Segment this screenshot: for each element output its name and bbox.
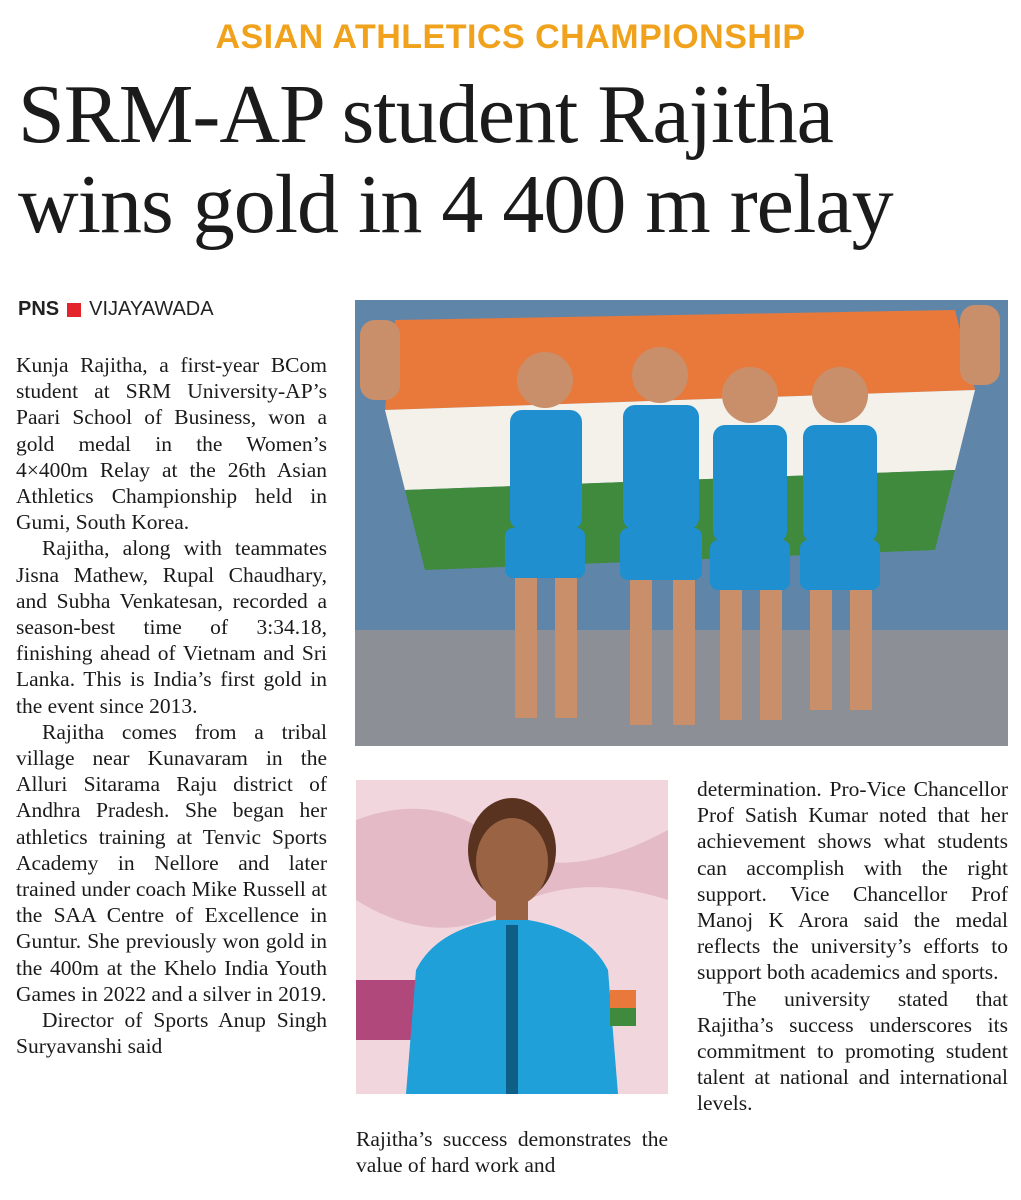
headline-line-2: wins gold in 4 400 m relay xyxy=(18,158,893,251)
rajitha-portrait-photo xyxy=(356,780,668,1094)
article-column-1 xyxy=(16,352,327,1059)
headline xyxy=(18,70,1018,250)
byline-separator-square xyxy=(67,303,81,317)
paragraph: Kunja Rajitha, a first-year BCom student at SRM University-AP’s Paari School of Business, won a gold medal in the Women’s 4×400m Relay at the 26th Asian Athletics Championship held in Gumi, South Korea. xyxy=(16,353,327,535)
paragraph: Director of Sports Anup Singh Suryavanshi said xyxy=(16,1008,327,1059)
byline-agency: PNS xyxy=(18,298,60,320)
byline xyxy=(18,298,214,321)
paragraph: Rajitha, along with teammates Jisna Mathew, Rupal Chaudhary, and Subha Venkatesan, recorded a season-best time of 3:34.18, finishing ahead of Vietnam and Sri Lanka. This is India’s first gold in the event since 2013. xyxy=(16,536,327,718)
byline-location: VIJAYAWADA xyxy=(89,298,214,320)
section-kicker: ASIAN ATHLETICS CHAMPIONSHIP xyxy=(215,18,806,56)
paragraph: determination. Pro-Vice Chancellor Prof Satish Kumar noted that her achievement shows what students can accomplish with the right support. Vice Chancellor Prof Manoj K Arora said the medal reflects the university’s efforts to support both academics and sports. xyxy=(697,777,1008,985)
relay-team-photo xyxy=(355,300,1008,746)
article-column-3 xyxy=(697,776,1008,1117)
paragraph: Rajitha comes from a tribal village near Kunavaram in the Alluri Sitarama Raju district of Andhra Pradesh. She began her athletics training at Tenvic Sports Academy in Nellore and later trained under coach Mike Russell at the SAA Centre of Excellence in Guntur. She previously won gold in the 400m at the Khelo India Youth Games in 2022 and a silver in 2019. xyxy=(16,719,327,1006)
headline-line-1: SRM-AP student Rajitha xyxy=(18,68,833,161)
article-column-2 xyxy=(356,1126,668,1178)
paragraph: The university stated that Rajitha’s success underscores its commitment to promoting student talent at national and international levels. xyxy=(697,986,1008,1116)
paragraph: Rajitha’s success demonstrates the value of hard work and xyxy=(356,1127,668,1178)
